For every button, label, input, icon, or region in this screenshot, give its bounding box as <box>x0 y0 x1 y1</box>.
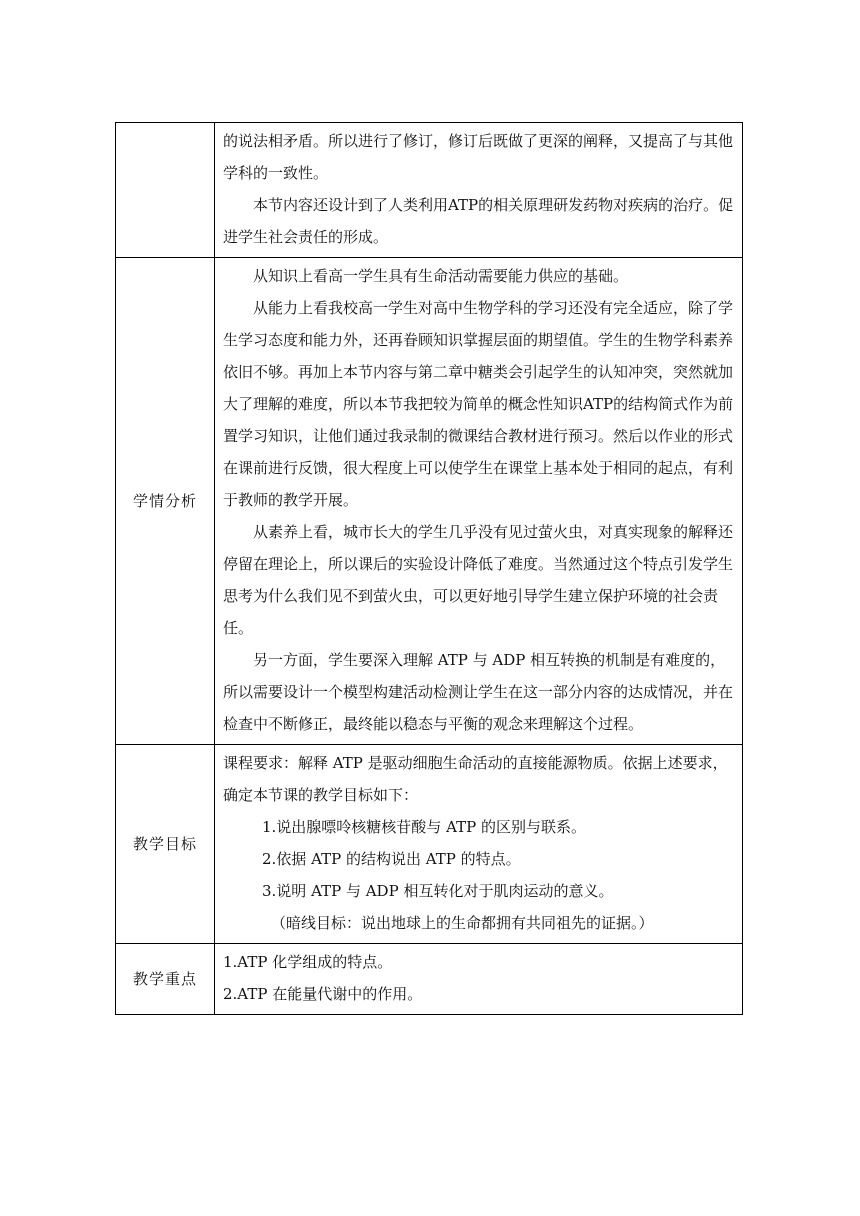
paragraph: 本节内容还设计到了人类利用ATP的相关原理研发药物对疾病的治疗。促进学生社会责任的形成。 <box>223 196 734 246</box>
lesson-plan-table <box>115 122 743 1015</box>
focus-item: 1.ATP 化学组成的特点。 <box>223 953 393 971</box>
row-label-teaching-objectives: 教学目标 <box>116 745 215 944</box>
table-row <box>116 745 743 944</box>
row-label-student-analysis: 学情分析 <box>116 258 215 745</box>
paragraph: 从知识上看高一学生具有生命活动需要能力供应的基础。 <box>253 267 629 285</box>
row-label <box>116 123 215 258</box>
paragraph: 的说法相矛盾。所以进行了修订，修订后既做了更深的阐释，又提高了与其他学科的一致性。 <box>223 132 734 182</box>
row-content <box>215 123 743 258</box>
row-content <box>215 258 743 745</box>
paragraph: 从能力上看我校高一学生对高中生物学科的学习还没有完全适应，除了学生学习态度和能力外，还再眷顾知识掌握层面的期望值。学生的生物学科素养依旧不够。再加上本节内容与第二章中糖类会引起学生的认知冲突，突然就加大了理解的难度，所以本节我把较为简单的概念性知识ATP的结构简式作为前置学习知识，让他们通过我录制的微课结合教材进行预习。然后以作业的形式在课前进行反馈，很大程度上可以使学生在课堂上基本处于相同的起点，有利于教师的教学开展。 <box>223 299 734 509</box>
row-content <box>215 944 743 1015</box>
row-content <box>215 745 743 944</box>
objective-item: 1.说出腺嘌呤核糖核苷酸与 ATP 的区别与联系。 <box>262 818 586 836</box>
table-row <box>116 123 743 258</box>
objective-item: 3.说明 ATP 与 ADP 相互转化对于肌肉运动的意义。 <box>262 882 614 900</box>
paragraph: 另一方面，学生要深入理解 ATP 与 ADP 相互转换的机制是有难度的，所以需要设计一个模型构建活动检测让学生在这一部分内容的达成情况，并在检查中不断修正，最终能以稳态与平衡的观念来理解这个过程。 <box>223 651 734 733</box>
paragraph: 从素养上看，城市长大的学生几乎没有见过萤火虫，对真实现象的解释还停留在理论上，所以课后的实验设计降低了难度。当然通过这个特点引发学生思考为什么我们见不到萤火虫，可以更好地引导学生建立保护环境的社会责任。 <box>223 523 734 637</box>
table-row <box>116 944 743 1015</box>
objective-item: 2.依据 ATP 的结构说出 ATP 的特点。 <box>262 850 521 868</box>
focus-item: 2.ATP 在能量代谢中的作用。 <box>223 985 423 1003</box>
table-row <box>116 258 743 745</box>
hidden-objective-note: （暗线目标：说出地球上的生命都拥有共同祖先的证据。） <box>271 914 654 932</box>
objectives-intro: 课程要求：解释 ATP 是驱动细胞生命活动的直接能源物质。依据上述要求，确定本节课的教学目标如下： <box>223 754 728 804</box>
row-label-teaching-focus: 教学重点 <box>116 944 215 1015</box>
